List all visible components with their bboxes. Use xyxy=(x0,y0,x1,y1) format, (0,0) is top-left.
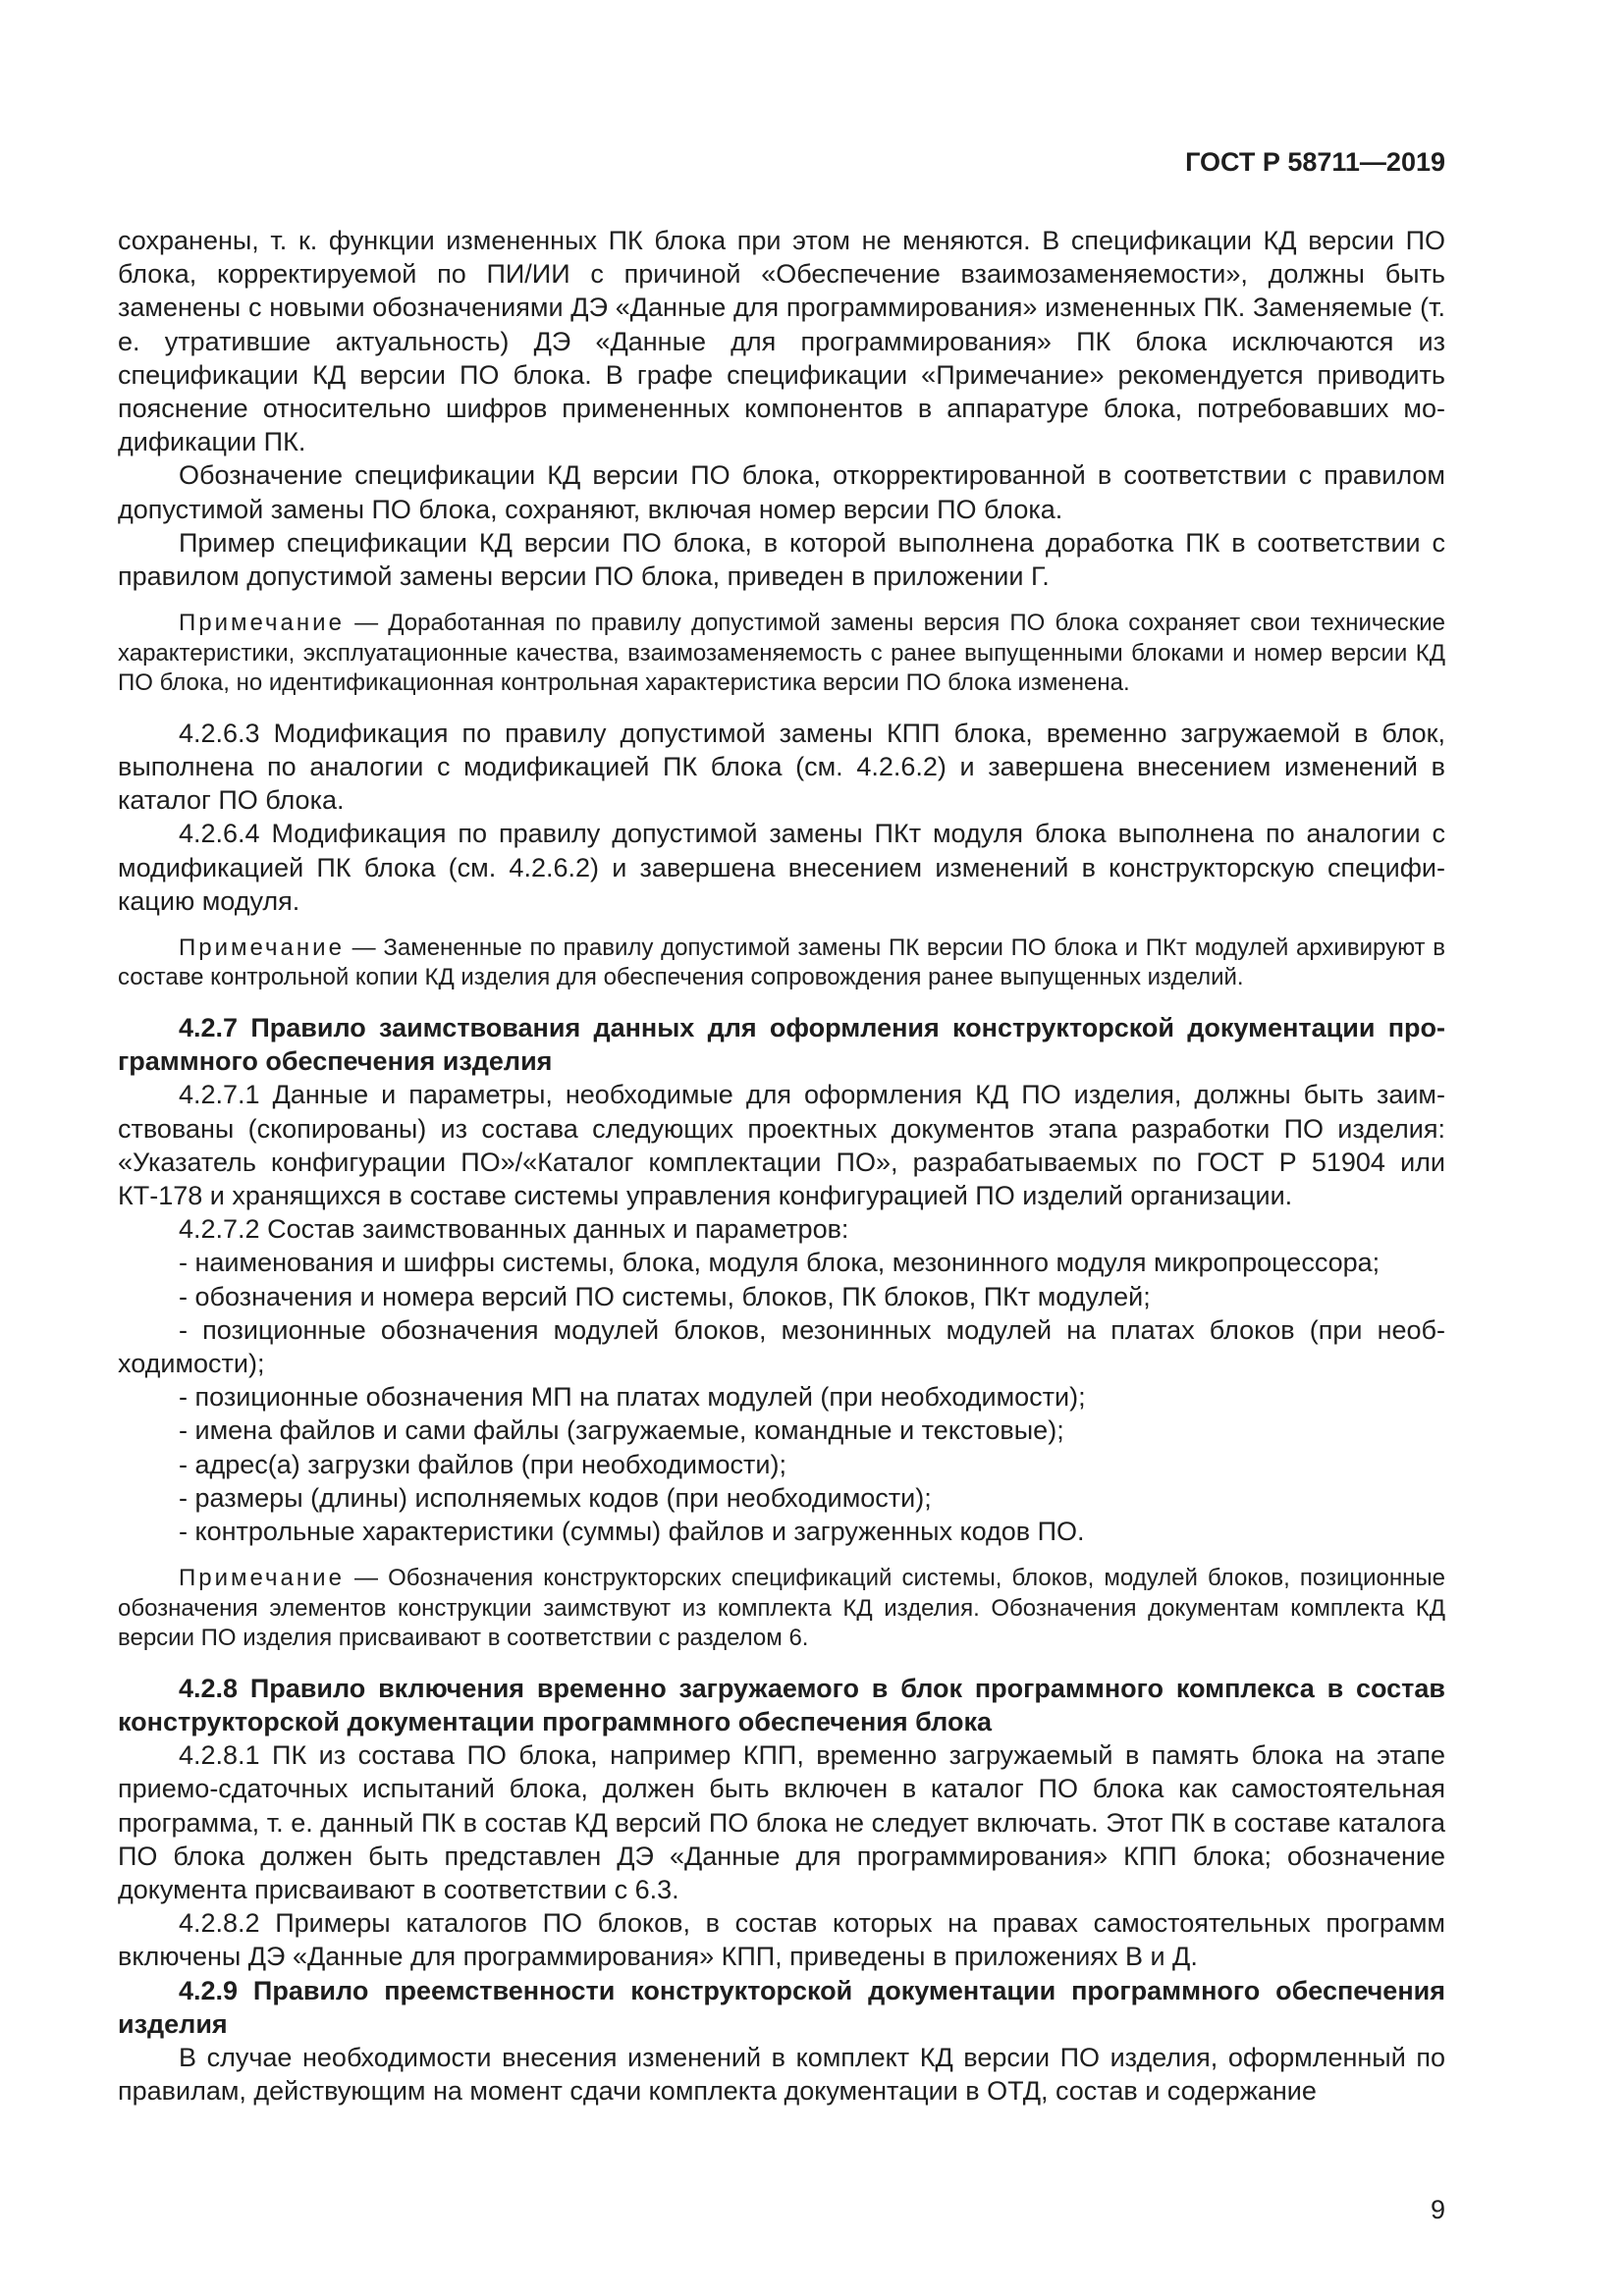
paragraph: 4.2.6.3 Модификация по правилу допустимой замены КПП блока, временно загружаемой в блок, выполнена по аналогии с модификацией ПК блока (см. 4.2.6.2) и завершена внесением изменений в каталог ПО блока. xyxy=(118,718,1445,816)
note xyxy=(118,1564,1445,1654)
note xyxy=(118,934,1445,993)
paragraph: 4.2.6.4 Модификация по правилу допустимой замены ПКт модуля блока выполнена по аналогии с модификацией ПК блока (см. 4.2.6.2) и завершена внесением изменений в конструкторскую спецификацию модуля. xyxy=(118,819,1445,916)
paragraph: 4.2.7.2 Состав заимствованных данных и параметров: xyxy=(179,1214,849,1245)
note-text: — Замененные по правилу допустимой замены ПК версии ПО блока и ПКт модулей архивируют в составе контрольной копии КД изделия для обеспечения сопровождения ранее выпущенных изделий. xyxy=(118,934,1445,991)
list-item: - наименования и шифры системы, блока, модуля блока, мезонинного модуля микропроцессора; xyxy=(179,1248,1380,1278)
list-item: - контрольные характеристики (суммы) файлов и загруженных кодов ПО. xyxy=(179,1517,1085,1546)
page-number: 9 xyxy=(1430,2195,1445,2224)
paragraph: В случае необходимости внесения изменений в комплект КД версии ПО изделия, оформленный по правилам, действующим на момент сдачи комплекта документации в ОТД, состав и содержание xyxy=(118,2042,1445,2107)
list-item: - обозначения и номера версий ПО системы, блоков, ПК блоков, ПКт модулей; xyxy=(179,1281,1151,1311)
note xyxy=(118,609,1445,699)
paragraph: 4.2.7.1 Данные и параметры, необходимые для оформления КД ПО изделия, должны быть заимствованы (скопированы) из состава следующих проектных документов этапа разработки ПО изделия: «Указатель конфигурации ПО»/«Каталог комплектации ПО», разрабатываемых по ГОСТ Р 51904 или КТ-178 и хранящихся в составе системы управления конфигурацией ПО изделий организации. xyxy=(118,1080,1445,1210)
paragraph: 4.2.8.2 Примеры каталогов ПО блоков, в состав которых на правах самостоятельных программ включены ДЭ «Данные для программирования» КПП, приведены в приложениях В и Д. xyxy=(118,1908,1445,1972)
paragraph: Обозначение спецификации КД версии ПО блока, откорректированной в соответствии с правилом допустимой замены ПО блока, сохраняют, включая номер версии ПО блока. xyxy=(118,460,1445,524)
paragraph: 4.2.8.1 ПК из состава ПО блока, например КПП, временно загружаемый в память блока на этапе приемо-сдаточных испытаний блока, должен быть включен в каталог ПО блока как самостоятельная программа, т. е. данный ПК в состав КД версий ПО блока не следует включать. Этот ПК в составе каталога ПО блока должен быть представлен ДЭ «Данные для программирования» КПП блока; обозначение документа присваивают в соответствии с 6.3. xyxy=(118,1740,1445,1904)
paragraph: сохранены, т. к. функции измененных ПК блока при этом не меняются. В спецификации КД версии ПО блока, корректируемой по ПИ/ИИ с причиной «Обеспечение взаимозаменяемости», должны быть заменены с новыми обозначениями ДЭ «Данные для программирования» измененных ПК. Заменяемые (т. е. утратившие актуальность) ДЭ «Данные для программирования» ПК блока исключаются из спецификации КД версии ПО блока. В графе спецификации «Примечание» рекомендуется приводить пояснение относительно шифров примененных компонентов в аппаратуре блока, потребовавших модификации ПК. xyxy=(118,226,1445,457)
note-text: — Доработанная по правилу допустимой замены версия ПО блока сохраняет свои технические характеристики, эксплуатационные качества, взаимозаменяемость с ранее выпущенными блоками и номер версии КД ПО блока, но идентификационная контрольная характеристика версии ПО блока изменена. xyxy=(118,610,1445,697)
paragraph: Пример спецификации КД версии ПО блока, в которой выполнена доработка ПК в соответствии с правилом допустимой замены версии ПО блока, приведен в приложении Г. xyxy=(118,527,1445,592)
list-item: - позиционные обозначения модулей блоков, мезонинных модулей на платах блоков (при необходимости); xyxy=(118,1314,1445,1378)
document-body xyxy=(118,224,1445,2108)
section-heading: 4.2.8 Правило включения временно загружаемого в блок программного комплекса в состав конструкторской документации программного обеспечения блока xyxy=(118,1673,1445,1736)
section-heading: 4.2.9 Правило преемственности конструкторской документации программного обеспечения изделия xyxy=(118,1975,1445,2039)
note-text: — Обозначения конструкторских спецификаций системы, блоков, модулей блоков, позиционные обозначения элементов конструкции заимствуют из комплекта КД изделия. Обозначения документам комплекта КД версии ПО изделия присваивают в соответствии с разделом 6. xyxy=(118,1565,1445,1652)
list-item: - размеры (длины) исполняемых кодов (при необходимости); xyxy=(179,1482,932,1513)
standard-header: ГОСТ Р 58711—2019 xyxy=(1185,147,1445,177)
section-heading: 4.2.7 Правило заимствования данных для оформления конструкторской документации программного обеспечения изделия xyxy=(118,1012,1445,1077)
list-item: - позиционные обозначения МП на платах модулей (при необходимости); xyxy=(179,1382,1086,1413)
note-label: Примечание xyxy=(179,1565,345,1592)
note-label: Примечание xyxy=(179,610,345,637)
list-item: - имена файлов и сами файлы (загружаемые, командные и текстовые); xyxy=(179,1415,1064,1446)
note-label: Примечание xyxy=(179,934,345,961)
list-item: - адрес(а) загрузки файлов (при необходимости); xyxy=(179,1449,786,1479)
